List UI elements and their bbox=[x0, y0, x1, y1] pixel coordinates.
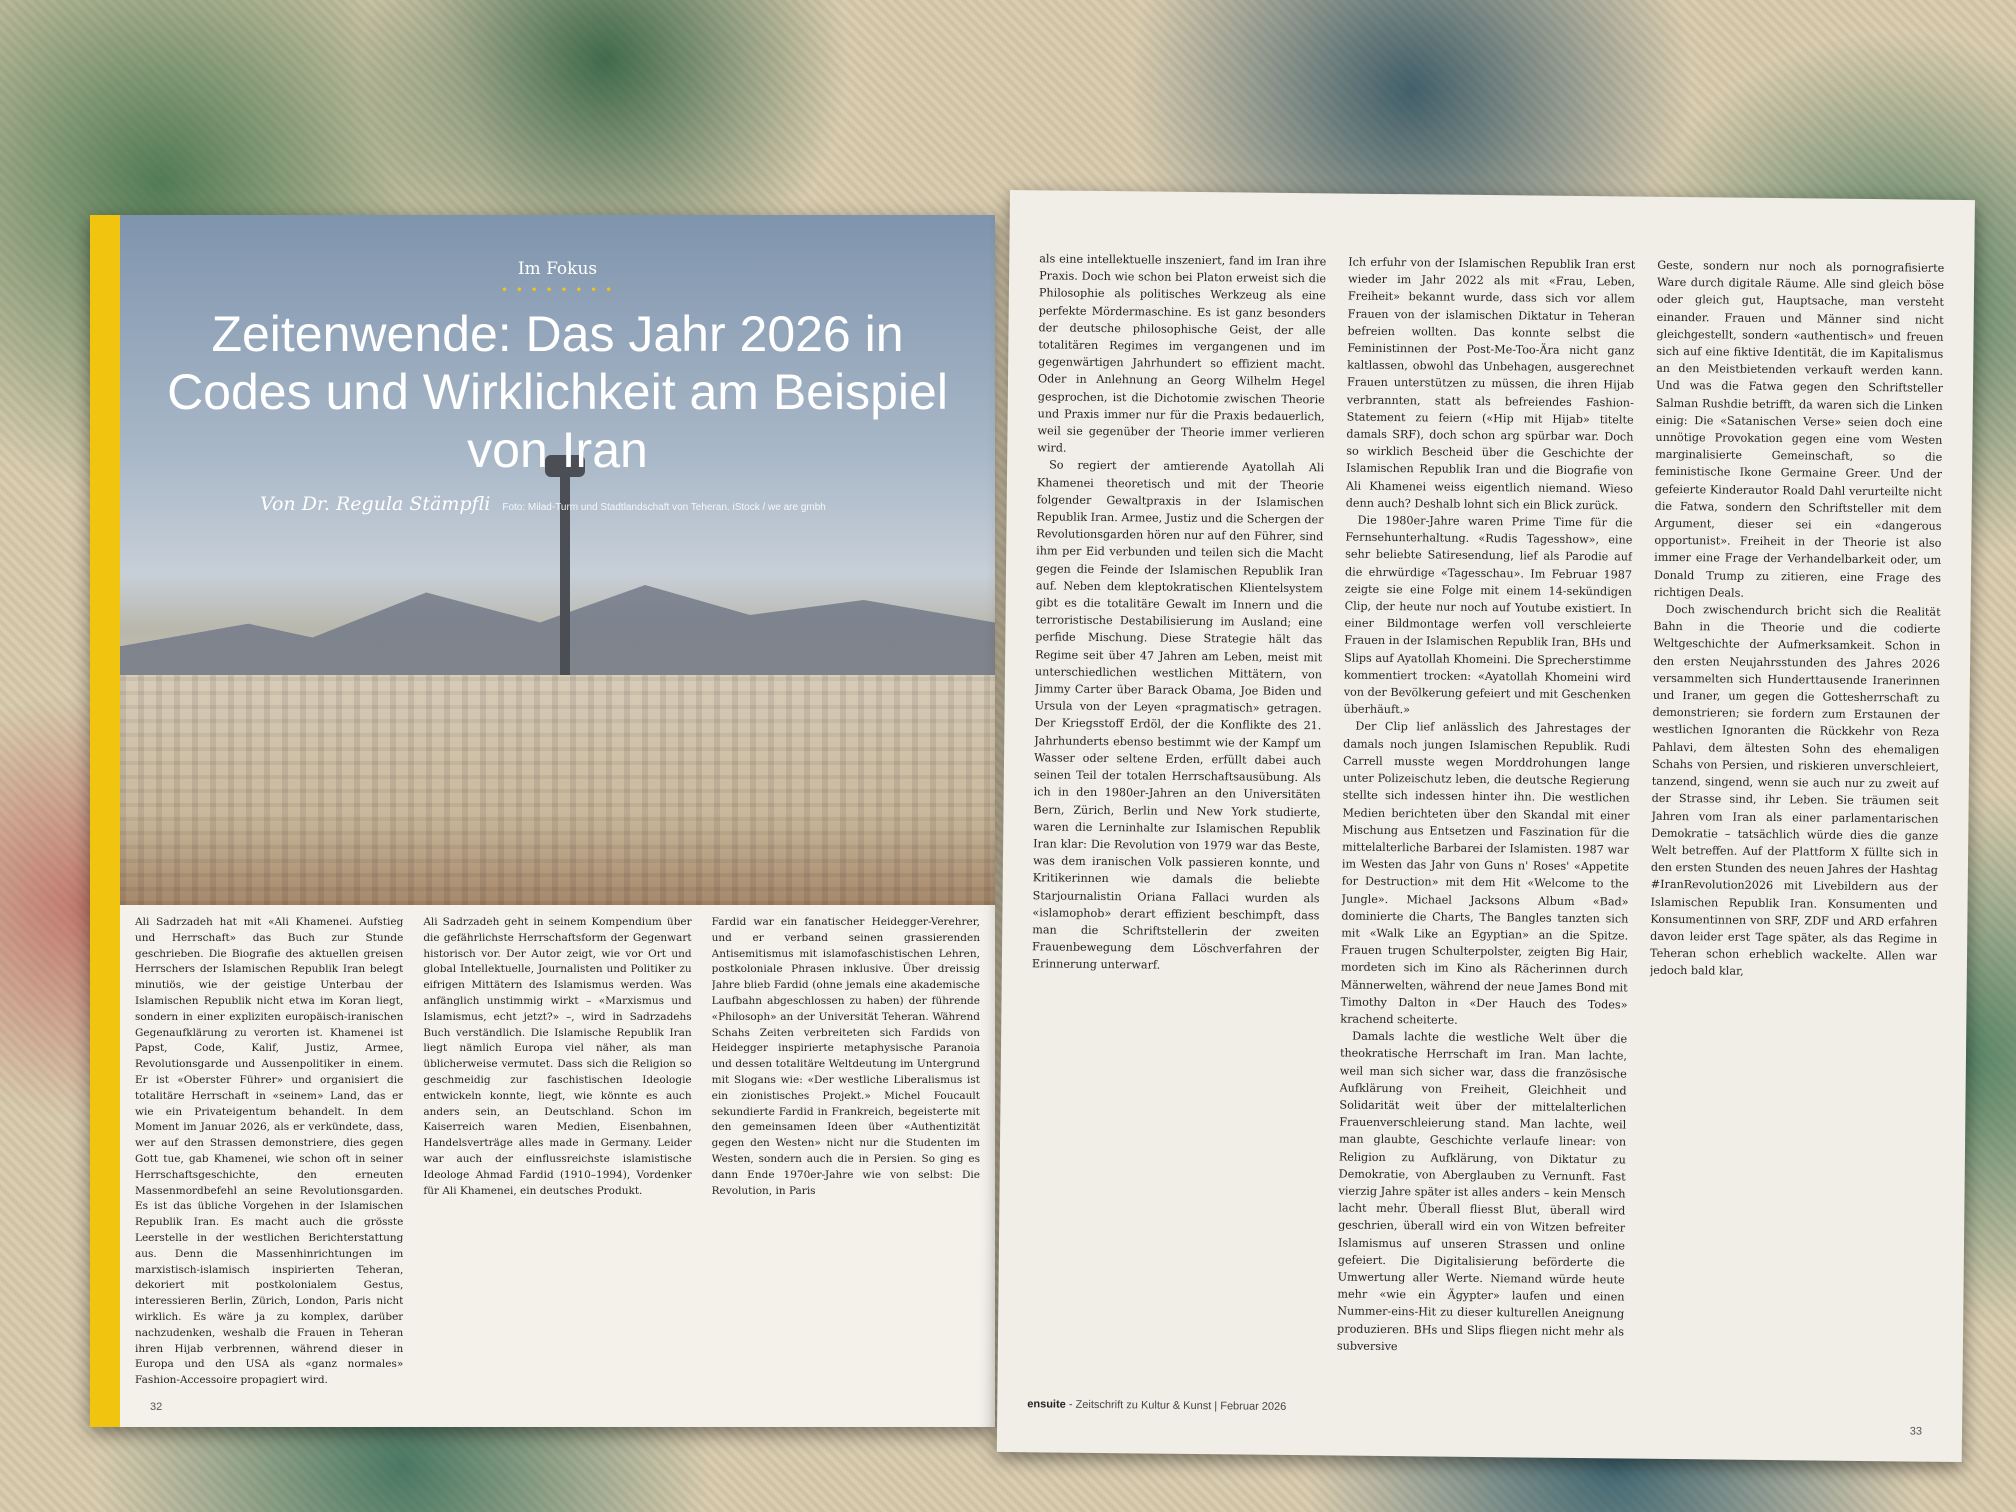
page-number-left: 32 bbox=[150, 1401, 163, 1413]
right-column-3 bbox=[1646, 257, 1945, 1380]
open-magazine bbox=[80, 190, 1980, 1490]
byline bbox=[260, 493, 826, 515]
yellow-accent-bar bbox=[90, 215, 120, 1427]
hero-photo-tehran bbox=[120, 215, 995, 905]
page-number-right: 33 bbox=[1909, 1425, 1923, 1438]
right-body-text bbox=[1028, 250, 1945, 1379]
author-name: Von Dr. Regula Stämpfli bbox=[260, 493, 491, 515]
kicker-dots: • • • • • • • • bbox=[500, 283, 615, 297]
paragraph: Ich erfuhr von der Islamischen Republik Iran erst wieder im Jahr 2022 als mit «Frau, Leben, Freiheit» bekannt wurde, dass sich vor allem Frauen von der islamischen Diktatur in Teheran befreien wollten. Das konnte selbst die Feministinnen der Post-Me-Too-Ära nicht ganz kaltlassen, obwohl das Unbehagen, ausgerechnet Frauen unterstützen zu müssen, die ihren Hijab verbrannten, statt als befreiendes Fashion-Statement zu feiern («Hip mit Hijab» titelte damals SRF), doch schon arg spürbar war. Doch so wirklich Bescheid über die Geschichte der Islamischen Republik Iran und die Biografie von Ali Khamenei weiss eigentlich niemand. Wieso denn auch? Deshalb lohnt sich ein Blick zurück. bbox=[1345, 255, 1636, 513]
paragraph: Ali Sadrzadeh hat mit «Ali Khamenei. Aufstieg und Herrschaft» das Buch zur Stunde geschrieben. Die Biografie des aktuellen greisen Herrschers der Islamischen Republik Iran belegt minutiös, wie der geistige Unterbau der Islamischen Republik nicht etwa im Koran liegt, sondern in einer expliziten europäisch-iranischen Gegenaufklärung zu verorten ist. Khamenei ist Papst, Code, Kalif, Justiz, Armee, Revolutionsgarde und Aussenpolitiker in einem. Er ist «Oberster Führer» und organisiert die totalitäre Herrschaft in «seinem» Land, das er wie ein Privateigentum behandelt. In dem Moment im Januar 2026, als er verkündete, dass, wer auf den Strassen demonstriere, dies gegen Gott tue, gab Khamenei, wie schon oft in seiner Herrschaftsgeschichte, den erneuten Massenmordbefehl an seine Revolutionsgarden. Es ist das übliche Vorgehen in der Islamischen Republik Iran. Es macht auch die grösste Leerstelle in der westlichen Berichterstattung aus. Denn die Massenhinrichtungen im marxistisch-islamisch inspirierten Teheran, dekoriert mit postkolonialem Gestus, interessieren Berlin, Zürich, London, Paris nicht wirklich. Es wäre ja zu komplex, darüber nachzudenken, weshalb die Frauen in Teheran ihren Hijab verbrennen, während dieser in Europa und den USA als «ganz normales» Fashion-Accessoire propagiert wird. bbox=[135, 916, 404, 1387]
footer-text: - Zeitschrift zu Kultur & Kunst | Februar 2026 bbox=[1065, 1398, 1287, 1413]
left-column-3 bbox=[712, 915, 980, 1395]
left-body-text bbox=[135, 915, 980, 1395]
right-column-1 bbox=[1028, 250, 1327, 1373]
paragraph: Fardid war ein fanatischer Heidegger-Verehrer, und er verband seinen grassierenden Antisemitismus mit islamofaschistischen Lehren, postkoloniale Phrasen inklusive. Über dreissig Jahre blieb Fardid (ohne jemals eine akademische Laufbahn abgeschlossen zu haben) der führende «Philosoph» an der Universität Teheran. Während Schahs Zeiten verbreiteten sich Fardids von Heidegger inspirierte metaphysische Paranoia und dessen totalitäre Weltdeutung im Untergrund mit Slogans wie: «Der westliche Liberalismus ist ein zionistisches Projekt.» Michel Foucault sekundierte Fardid in Frankreich, begeisterte mit den gemeinsamen Ideen über «Authentizität gegen den Westen» nicht nur die Studenten im Westen, sondern auch die in Persien. So ging es dann Ende 1970er-Jahre wie von selbst: Die Revolution, in Paris bbox=[711, 916, 980, 1197]
paragraph: Ali Sadrzadeh geht in seinem Kompendium über die gefährlichste Herrschaftsform der Gegenwart historisch vor. Der Autor zeigt, wie vor Ort und global Intellektuelle, Journalisten und Politiker zu eifrigen Mittätern des Islamismus werden. Was anfänglich unstimmig wirkt – «Marxismus und Islamismus, echt jetzt?» –, wird in Sadrzadehs Buch verständlich. Die Islamische Republik Iran liegt nämlich Europa viel näher, als man üblicherweise vermutet. Dass sich die Religion so geschmeidig zur faschistischen Ideologie entwickeln konnte, liegt, wie könnte es auch anders sein, an Deutschland. Schon im Kaiserreich waren Medien, Eisenbahnen, Handelsverträge alles made in Germany. Leider war auch der einflussreichste islamistische Ideologe Ahmad Fardid (1910–1994), Vordenker für Ali Khamenei, ein deutsches Produkt. bbox=[423, 916, 692, 1197]
page-footer bbox=[1027, 1398, 1286, 1413]
cityscape-image bbox=[120, 675, 995, 905]
paragraph: als eine intellektuelle inszeniert, fand im Iran ihre Praxis. Doch wie schon bei Platon erweist sich die Philosophie als politisches Werkzeug als eine perfekte Mördermaschine. Es ist ganz besonders der deutsche philosophische Geist, der alle totalitären Regimes im vergangenen und im gegenwärtigen Jahrhundert so effizient macht. Oder in Anlehnung an Georg Wilhelm Hegel gesprochen, ist die Dichotomie zwischen Theorie und Praxis immer nur für die Praxis bedauerlich, weil sie gegenüber der Theorie immer verlieren wird. bbox=[1037, 252, 1327, 455]
paragraph: So regiert der amtierende Ayatollah Ali Khamenei theoretisch und mit der Theorie folgender Gewaltpraxis in der Islamischen Republik Iran. Armee, Justiz und die Schergen der Revolutionsgarden hören nur auf den Führer, sind ihm per Eid verbunden und teilen sich die Macht gegen die Feinde der Islamischen Republik Iran auf. Neben dem kleptokratischen Klientelsystem gibt es die totalitäre Gewalt im Innern und die terroristische Destabilisierung im Ausland; eine perfide Mischung. Diese Strategie hält das Regime seit über 47 Jahren am Leben, meist mit unterschiedlichen westlichen Mittätern, von Jimmy Carter über Barack Obama, Joe Biden und Ursula von der Leyen «pragmatisch» getragen. Der Kriegsstoff Erdöl, der die Konflikte des 21. Jahrhunderts ebenso bestimmt wie der Kampf um Wasser oder seltene Erden, erfüllt dabei auch seinen Teil der totalen Herrschaftsausübung. Als ich in den 1980er-Jahren an den Universitäten Bern, Zürich, Berlin und New York studierte, waren die Lerninhalte zur Islamischen Republik Iran klar: Die Revolution von 1979 war das Beste, was dem iranischen Volk passieren konnte, und Kritikerinnen wie damals die beliebte Starjournalistin Oriana Fallaci wurden als «islamophob» derart effizient beschimpft, dass man die Schriftstellerin der zweiten Frauenbewegung dem Löschverfahren der Erinnerung unterwarf. bbox=[1031, 458, 1325, 972]
paragraph: Doch zwischendurch bricht sich die Realität Bahn in die Theorie und die codierte Weltgeschichte der Aufmerksamkeit. Schon in den ersten Neujahrsstunden des Jahres 2026 versammelten sich Hunderttausende Iranerinnen und Iraner, um gegen die Gottesherrschaft zu demonstrieren; sie fordern zum Erstaunen der westlichen Ignoranten die Rückkehr von Reza Pahlavi, dem ältesten Sohn des ehemaligen Schahs von Persien, und riskieren unverschleiert, tanzend, singend, wenn sie auch nur zu zweit auf der Strasse sind, ihr Leben. Sie träumen seit Jahren vom Iran als einer parlamentarischen Demokratie – tatsächlich würde dies die ganze Welt betreffen. Auf der Plattform X füllte sich in den ersten Stunden des neuen Jahres der Hashtag #IranRevolution2026 mit Livebildern aus der Islamischen Republik Iran. Konsumenten und Konsumentinnen von SRF, ZDF und ARD erfahren davon leider erst Tage später, als das Regime in Teheran schon erheblich wackelte. Allen war jedoch bald klar, bbox=[1649, 602, 1941, 979]
article-headline: Zeitenwende: Das Jahr 2026 in Codes und Wirklichkeit am Beispiel von Iran bbox=[167, 306, 948, 478]
photo-credit: Foto: Milad-Turm und Stadtlandschaft von Teheran. iStock / we are gmbh bbox=[502, 502, 826, 513]
left-page bbox=[90, 215, 995, 1427]
section-kicker: Im Fokus bbox=[517, 259, 598, 279]
paragraph: Damals lachte die westliche Welt über die theokratische Herrschaft im Iran. Man lachte, weil man sich sicher war, dass die französische Aufklärung von Freiheit, Gleichheit und Solidarität weit über der mittelalterlichen Frauenverschleierung stand. Man lachte, weil man glaubte, Geschichte verlaufe linear: von Religion zu Aufklärung, von Diktatur zu Demokratie, von Aberglauben zu Vernunft. Fast vierzig Jahre später ist alles anders – kein Mensch lacht mehr. Überall fliesst Blut, überall wird geschrien, überall wird ein von Witzen befreiter Islamismus auf unseren Strassen und online gefeiert. Die Digitalisierung beförderte die Umwertung aller Werte. Niemand würde heute mehr «wie ein Ägypter» laufen und einen Nummer-eins-Hit zu dieser kulturellen Aneignung produzieren. BHs und Slips fliegen nicht mehr als subversive bbox=[1336, 1029, 1628, 1353]
left-column-1 bbox=[135, 915, 403, 1395]
right-column-2 bbox=[1337, 254, 1636, 1377]
paragraph: Der Clip lief anlässlich des Jahrestages der damals noch jungen Islamischen Republik. Rudi Carrell musste wegen Morddrohungen lange unter Polizeischutz leben, die deutsche Regierung stellte sich indessen hinter ihn. Die westlichen Medien berichteten über den Skandal mit einer Mischung aus Entsetzen und Faszination für die mittelalterliche Barbarei der Islamisten. 1987 war im Westen das Jahr von Guns n' Roses' «Appetite for Destruction» mit dem Hit «Welcome to the Jungle». Michael Jacksons Album «Bad» dominierte die Charts, The Bangles tanzten sich mit «Walk Like an Egyptian» an die Spitze. Frauen trugen Schulterpolster, zeigten Big Hair, mordeten sich im Kino als Rächerinnen durch Männerwelten, während der neue James Bond mit Timothy Dalton in «Der Hauch des Todes» krachend scheiterte. bbox=[1340, 720, 1631, 1027]
right-page bbox=[997, 190, 1975, 1462]
magazine-brand: ensuite bbox=[1027, 1398, 1066, 1411]
paragraph: Geste, sondern nur noch als pornografisierte Ware durch digitale Räume. Alle sind gleich böse oder gleich gut, Hauptsache, man versteht einander. Frauen und Männer sind nicht gleichgestellt, sondern «authentisch» und freuen sich auf eine fiktive Identität, die im Kapitalismus an den Meistbietenden verkauft werden kann. Und was die Fatwa gegen den Schriftsteller Salman Rushdie betrifft, da waren sich die Linken einig: Die «Satanischen Verse» seien doch eine unnötige Provokation gegen eine vom Westen marginalisierte Gemeinschaft, so die feministische Ikone Germaine Greer. Und der gefeierte Kinderautor Roald Dahl verurteilte nicht die Fatwa, sondern den Schriftsteller mit dem Argument, dieser sei ein «dangerous opportunist». Freiheit in der Theorie ist also immer eine Frage der Verhandelbarkeit oder, um Donald Trump zu zitieren, eine Frage des richtigen Deals. bbox=[1653, 258, 1945, 600]
left-column-2 bbox=[423, 915, 691, 1395]
paragraph: Die 1980er-Jahre waren Prime Time für die Fernsehunterhaltung. «Rudis Tagesshow», eine sehr beliebte Satiresendung, lief als Parodie auf die ehrwürdige «Tagesschau». Im Februar 1987 zeigte sie eine Folge mit einem 14-sekündigen Clip, der heute nur noch auf Youtube existiert. In einer Bildmontage werfen voll verschleierte Frauen in der Islamischen Republik Iran, BHs und Slips auf Ayatollah Khomeini. Die Sprecherstimme kommentiert trocken: «Ayatollah Khomeini wird von der Bevölkerung gefeiert und mit Geschenken überhäuft.» bbox=[1343, 513, 1633, 717]
